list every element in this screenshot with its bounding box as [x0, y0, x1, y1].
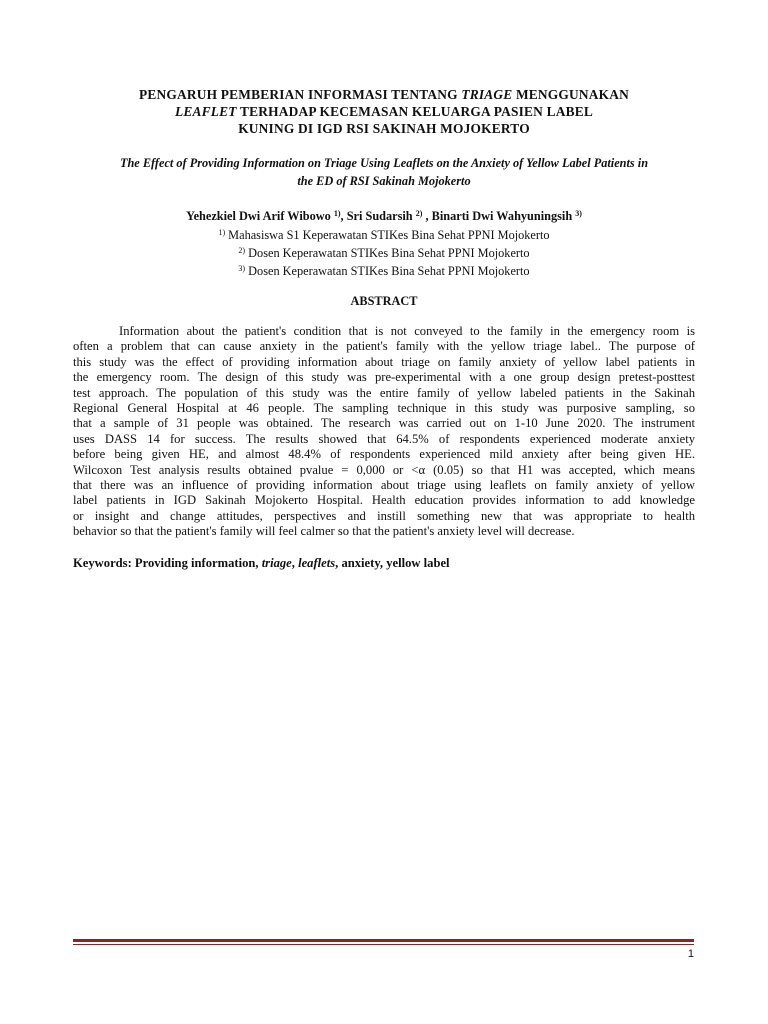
title-text: MENGGUNAKAN — [512, 87, 629, 102]
affiliation-text: Dosen Keperawatan STIKes Bina Sehat PPNI Mojokerto — [245, 264, 530, 278]
abstract-line: uses DASS 14 for success. The results showed that 64.5% of respondents experienced moderate anxiety — [73, 431, 695, 446]
abstract-line: Wilcoxon Test analysis results obtained pvalue = 0,000 or <α (0.05) so that H1 was accepted, which means — [73, 462, 695, 477]
keywords-rest: , anxiety, yellow label — [335, 556, 450, 570]
author-name: Sri Sudarsih — [346, 209, 416, 223]
abstract-line: test approach. The population of this study was the entire family of yellow labeled patients in the Sakinah — [73, 385, 695, 400]
author-separator: , — [340, 209, 347, 223]
affiliation-mark: 1) — [218, 228, 226, 237]
affiliation — [60, 262, 708, 280]
affiliation-list — [60, 226, 708, 280]
english-title-line-1: The Effect of Providing Information on Triage Using Leaflets on the Anxiety of Yellow Label Patients in — [119, 156, 649, 170]
abstract-line: that there was an influence of providing information about triage using leaflets on family anxiety of yellow — [73, 478, 695, 493]
affiliation — [60, 226, 708, 244]
author-affiliation-mark: 1) — [333, 209, 341, 218]
affiliation-text: Mahasiswa S1 Keperawatan STIKes Bina Sehat PPNI Mojokerto — [225, 228, 550, 242]
affiliation — [60, 244, 708, 262]
title-text: TERHADAP KECEMASAN KELUARGA PASIEN LABEL — [236, 104, 593, 119]
keyword-italic: leaflets — [298, 556, 336, 570]
abstract-line: this study was the effect of providing information about triage on family anxiety of yellow label patients in — [73, 354, 695, 369]
abstract-line: label patients in IGD Sakinah Mojokerto Hospital. Health education provides information to add knowledge — [73, 493, 695, 508]
author-name: Binarti Dwi Wahyuningsih — [431, 209, 576, 223]
title-line-1 — [60, 86, 708, 103]
title-italic-term: TRIAGE — [461, 87, 513, 102]
keyword-italic: triage — [261, 556, 292, 570]
author-list — [60, 208, 708, 224]
title-line-2 — [60, 103, 708, 120]
author-name: Yehezkiel Dwi Arif Wibowo — [186, 209, 334, 223]
abstract-line: often a problem that can cause anxiety in the patient's family with the yellow triage label.. The purpose of — [73, 339, 695, 354]
footer-rule-thick — [73, 939, 694, 942]
english-title-line-2: the ED of RSI Sakinah Mojokerto — [297, 174, 471, 188]
title-line-3: KUNING DI IGD RSI SAKINAH MOJOKERTO — [238, 121, 530, 136]
abstract-line: behavior so that the patient's family will feel calmer so that the patient's anxiety level will decrease. — [73, 524, 575, 539]
page-number: 1 — [687, 948, 694, 960]
keywords-label: Keywords: Providing information, — [73, 556, 262, 570]
title-italic-term: LEAFLET — [175, 104, 237, 119]
abstract-line: that a sample of 31 people was obtained. The research was carried out on 1-10 June 2020. The instrument — [73, 416, 695, 431]
abstract-line: or insight and change attitudes, perspectives and instill something new that was appropriate to health — [73, 508, 695, 523]
paper-title — [60, 86, 708, 137]
abstract-line: Information about the patient's condition that is not conveyed to the family in the emergency room is — [119, 324, 695, 338]
affiliation-mark: 2) — [238, 246, 246, 255]
abstract-heading: ABSTRACT — [350, 294, 418, 308]
keyword-separator: , — [291, 556, 299, 570]
abstract-line: the emergency room. The design of this study was pre-experimental with a one group design pretest-posttest — [73, 370, 695, 385]
english-title — [60, 154, 708, 190]
author-affiliation-mark: 3) — [575, 209, 582, 218]
affiliation-text: Dosen Keperawatan STIKes Bina Sehat PPNI Mojokerto — [245, 246, 530, 260]
footer-rule-thin — [73, 944, 694, 945]
author-affiliation-mark: 2) — [415, 209, 423, 218]
affiliation-mark: 3) — [238, 264, 246, 273]
abstract-line: Regional General Hospital at 46 people. The sampling technique in this study was purposive sampling, so — [73, 401, 695, 416]
title-text: PENGARUH PEMBERIAN INFORMASI TENTANG — [138, 87, 462, 102]
abstract-line: before being given HE, and almost 48.4% of respondents experienced mild anxiety after being given HE. — [73, 447, 695, 462]
abstract-body — [73, 324, 695, 540]
author-separator: , — [422, 209, 432, 223]
keywords — [73, 556, 695, 571]
